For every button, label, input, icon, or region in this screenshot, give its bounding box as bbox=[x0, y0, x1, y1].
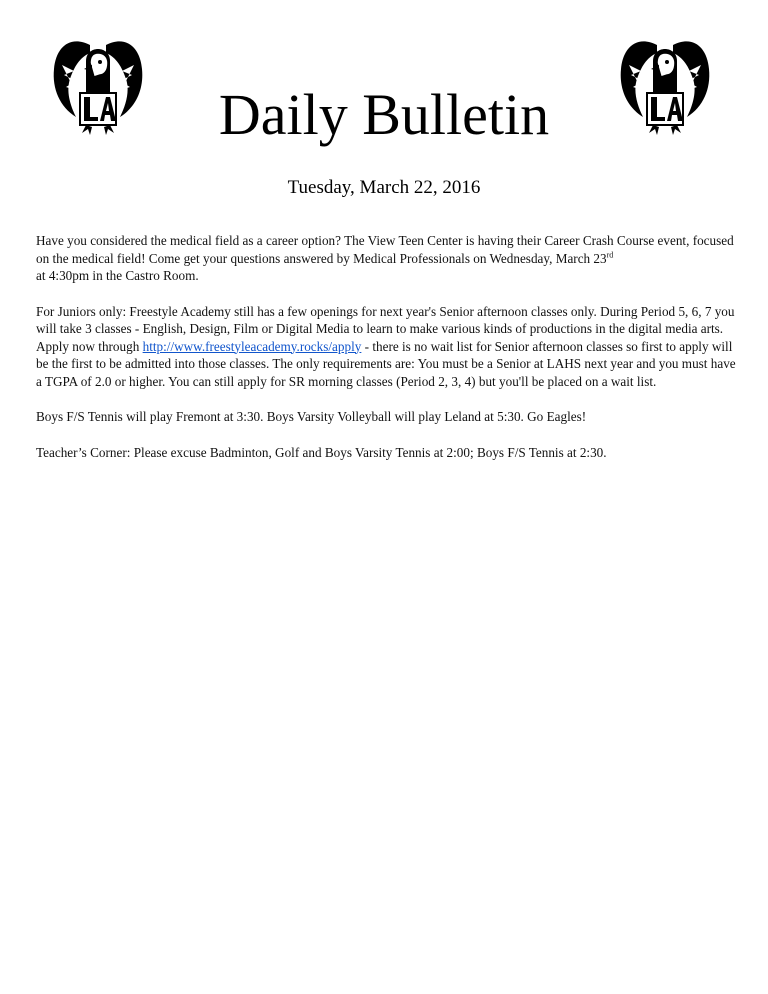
announcement-freestyle-academy bbox=[36, 303, 736, 391]
announcement-text: - there is no wait list for Senior afternoon classes so first to apply will be the first to be admitted into those classes. The only requirements are: You must be a Senior at LAHS next year and you must have a TGPA of 2.0 or higher. You can still apply for SR morning classes (Period 2, 3, 4) but you'll be placed on a wait list. bbox=[36, 338, 736, 389]
announcement-sports: Boys F/S Tennis will play Fremont at 3:30. Boys Varsity Volleyball will play Leland at 5:30. Go Eagles! bbox=[36, 409, 587, 424]
announcement-teachers-corner: Teacher’s Corner: Please excuse Badminton, Golf and Boys Varsity Tennis at 2:00; Boys F/S Tennis at 2:30. bbox=[36, 444, 607, 460]
announcement-medical-career bbox=[36, 232, 736, 285]
announcement-text: Have you considered the medical field as a career option? The View Teen Center is having their Career Crash Course event, focused on the medical field! Come get your questions answered by Medical Professionals on Wednesday, March 23 bbox=[36, 233, 734, 266]
page-title: Daily Bulletin bbox=[218, 82, 550, 147]
announcements bbox=[36, 232, 736, 479]
freestyle-apply-link[interactable]: http://www.freestyleacademy.rocks/apply bbox=[142, 338, 362, 354]
announcement-text: For Juniors only: Freestyle Academy still has a few openings for next year's Senior afternoon classes only. During Period 5, 6, 7 you will take 3 classes - English, Design, Film or Digital Media to learn to make various kinds of productions in the digital media arts. Apply now through bbox=[36, 303, 735, 354]
bulletin-date: Tuesday, March 22, 2016 bbox=[287, 177, 481, 198]
ordinal-suffix: rd bbox=[606, 250, 614, 260]
announcement-text: at 4:30pm in the Castro Room. bbox=[36, 268, 199, 283]
